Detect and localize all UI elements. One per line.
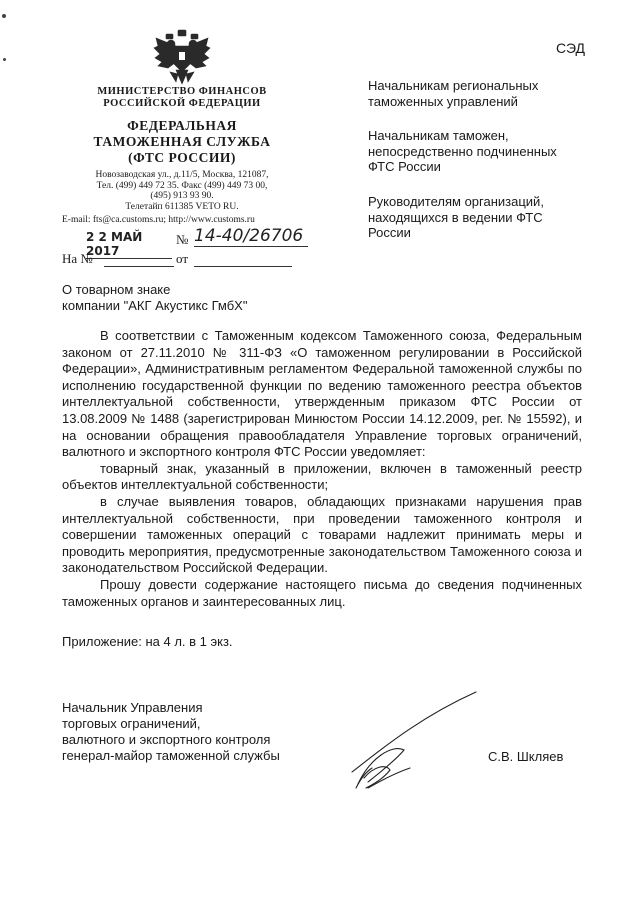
handwritten-signature bbox=[338, 688, 488, 798]
signatory-title-line: торговых ограничений, bbox=[62, 716, 201, 731]
service-line: (ФТС РОССИИ) bbox=[128, 150, 236, 165]
number-label: № bbox=[176, 232, 189, 247]
ministry-name bbox=[62, 86, 302, 110]
attachment-note: Приложение: на 4 л. в 1 экз. bbox=[62, 634, 233, 649]
email-web-line: E-mail: fts@ca.customs.ru; http://www.customs.ru bbox=[62, 215, 255, 225]
body-paragraph: Прошу довести содержание настоящего письма до сведения подчиненных таможенных органов и заинтересованных лиц. bbox=[62, 576, 582, 609]
teletype-line: Телетайп 611385 VETO RU. bbox=[125, 201, 239, 212]
letter-body bbox=[62, 328, 582, 610]
signatory-title-line: генерал-майор таможенной службы bbox=[62, 748, 280, 763]
service-line: ФЕДЕРАЛЬНАЯ bbox=[127, 118, 237, 133]
reference-label: На № bbox=[62, 251, 93, 266]
from-label: от bbox=[176, 251, 189, 266]
body-paragraph: в случае выявления товаров, обладающих признаками нарушения прав интеллектуальной собственности, при проведении таможенного контроля и совершении таможенных операций с товарами надлежит принимать меры и проводить мероприятия, предусмотренные законодательством Таможенного союза и законодательством Российской Федерации. bbox=[62, 493, 582, 576]
from-date-blank bbox=[194, 266, 292, 267]
coat-of-arms-emblem bbox=[152, 28, 212, 90]
sender-address-block bbox=[62, 170, 302, 212]
registration-date: 2 2 МАЙ 2017 bbox=[86, 230, 172, 259]
margin-mark bbox=[3, 58, 6, 61]
sed-mark: СЭД bbox=[556, 40, 586, 56]
signatory-title-line: валютного и экспортного контроля bbox=[62, 732, 271, 747]
subject bbox=[62, 282, 247, 314]
margin-mark bbox=[2, 14, 6, 18]
signatory-title-line: Начальник Управления bbox=[62, 700, 203, 715]
address-line: Новозаводская ул., д.11/5, Москва, 121087, bbox=[95, 170, 269, 180]
signatory-name: С.В. Шкляев bbox=[488, 749, 564, 764]
service-name bbox=[62, 118, 302, 166]
registration-number: 14-40/26706 bbox=[194, 226, 308, 247]
service-line: ТАМОЖЕННАЯ СЛУЖБА bbox=[93, 134, 271, 149]
body-paragraph: товарный знак, указанный в приложении, включен в таможенный реестр объектов интеллектуальной собственности; bbox=[62, 460, 582, 493]
subject-line: О товарном знаке bbox=[62, 282, 171, 297]
recipient-1: Начальникам региональных таможенных управлений bbox=[368, 78, 539, 109]
registration-line bbox=[62, 226, 322, 258]
recipient-3: Руководителям организаций, находящихся в ведении ФТС России bbox=[368, 194, 544, 240]
reference-line bbox=[62, 251, 322, 269]
ministry-line: РОССИЙСКОЙ ФЕДЕРАЦИИ bbox=[103, 98, 261, 109]
signatory-title bbox=[62, 700, 280, 764]
subject-line: компании "АКГ Акустикс ГмбХ" bbox=[62, 298, 248, 313]
fax-line: (495) 913 93 90. bbox=[150, 191, 214, 201]
reference-number-blank bbox=[104, 266, 174, 267]
recipient-2: Начальникам таможен, непосредственно подчиненных ФТС России bbox=[368, 128, 557, 174]
ministry-line: МИНИСТЕРСТВО ФИНАНСОВ bbox=[97, 86, 267, 97]
phone-line: Тел. (499) 449 72 35. Факс (499) 449 73 00, bbox=[96, 180, 268, 191]
body-paragraph: В соответствии с Таможенным кодексом Таможенного союза, Федеральным законом от 27.11.2010 № 311-ФЗ «О таможенном регулировании в Российской Федерации», Административным регламентом Федеральной таможенной службы по исполнению государственной функции по ведению таможенного реестра объектов интеллектуальной собственности, утвержденным приказом ФТС России от 13.08.2009 № 1488 (зарегистрирован Минюстом России 14.12.2009, рег. № 15592), и на основании обращения правообладателя Управление торговых ограничений, валютного и экспортного контроля ФТС России уведомляет: bbox=[62, 328, 582, 460]
